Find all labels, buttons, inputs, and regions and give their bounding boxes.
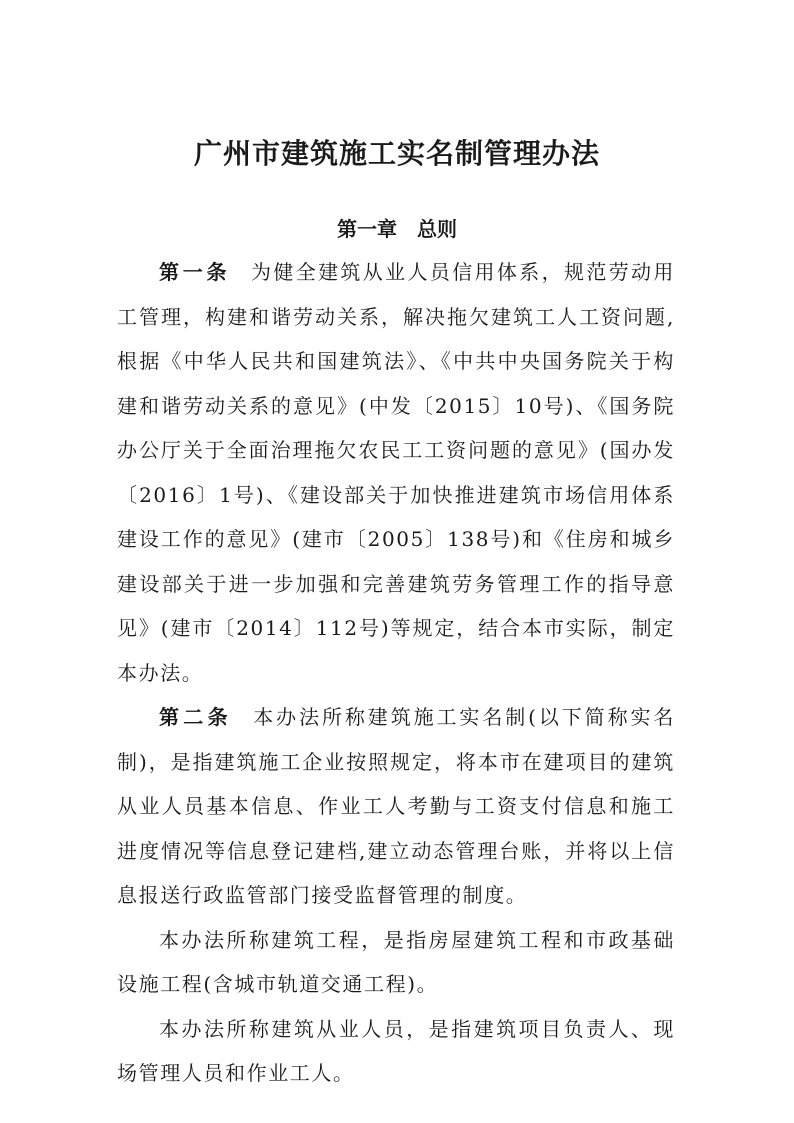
article-2-label: 第二条	[159, 705, 232, 729]
article-1-label: 第一条	[159, 260, 231, 284]
chapter-heading	[0, 214, 794, 244]
chapter-number: 第一章	[337, 217, 397, 241]
construction-project-definition-paragraph: 本办法所称建筑工程，是指房屋建筑工程和市政基础设施工程(含城市轨道交通工程)。	[117, 927, 675, 996]
article-1-text: 为健全建筑从业人员信用体系，规范劳动用工管理，构建和谐劳动关系，解决拖欠建筑工人工资问题,根据《中华人民共和国建筑法》、《中共中央国务院关于构建和谐劳动关系的意见》(中发〔2015〕10号)、《国务院办公厅关于全面治理拖欠农民工工资问题的意见》(国办发〔2016〕1号)、《建设部关于加快推进建筑市场信用体系建设工作的意见》(建市〔2005〕138号)和《住房和城乡建设部关于进一步加强和完善建筑劳务管理工作的指导意见》(建市〔2014〕112号)等规定，结合本市实际，制定本办法。	[117, 260, 675, 685]
article-1-paragraph	[117, 250, 675, 695]
construction-personnel-definition-paragraph: 本办法所称建筑从业人员，是指建筑项目负责人、现场管理人员和作业工人。	[117, 1016, 675, 1085]
chapter-name: 总则	[417, 217, 457, 241]
article-2-text: 本办法所称建筑施工实名制(以下简称实名制)，是指建筑施工企业按照规定，将本市在建项目的建筑从业人员基本信息、作业工人考勤与工资支付信息和施工进度情况等信息登记建档,建立动态管理台账，并将以上信息报送行政监管部门接受监督管理的制度。	[117, 705, 676, 907]
document-body	[117, 250, 675, 1096]
article-2-paragraph	[117, 695, 675, 918]
document-title: 广州市建筑施工实名制管理办法	[193, 137, 600, 170]
